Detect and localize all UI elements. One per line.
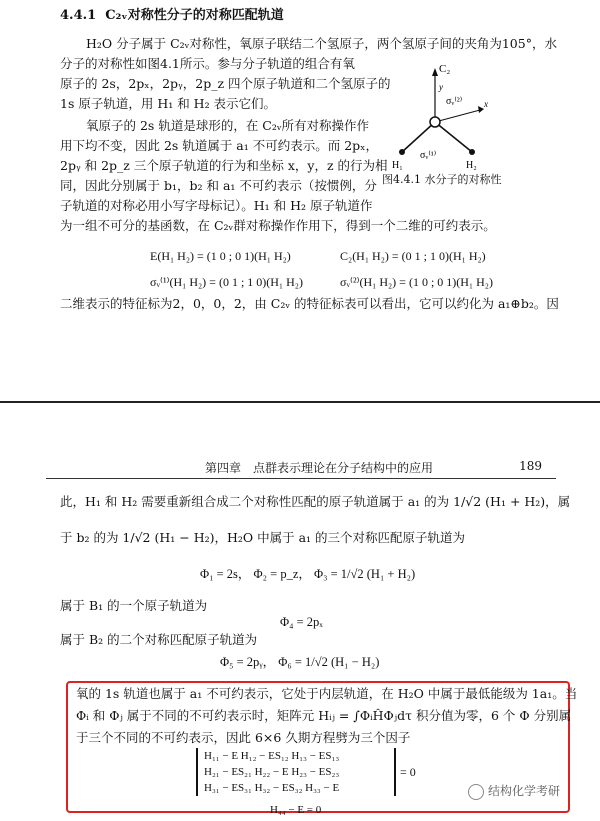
bottom-line2: 于 b₂ 的为 1/√2 (H₁ − H₂)，H₂O 中属于 a₁ 的三个对称匹配原子轨道为 <box>60 530 466 545</box>
det-equals-zero: = 0 <box>400 765 416 779</box>
h2-label: H₂ <box>466 160 477 171</box>
section-number: 4.4.1 <box>60 8 97 23</box>
eq-sigma1: σᵥ⁽¹⁾(H₁ H₂) = (0 1 ; 1 0)(H₁ H₂) <box>150 275 303 289</box>
bond-h1 <box>402 122 435 152</box>
water-symmetry-figure <box>380 52 530 192</box>
bottom-line6: Φᵢ 和 Φⱼ 属于不同的不可约表示时，矩阵元 Hᵢⱼ = ∫ΦᵢĤΦⱼdτ 积分值为零，6 个 Φ 分别属 <box>76 708 572 723</box>
header-rule <box>46 478 556 479</box>
para1-line1: H₂O 分子属于 C₂ᵥ对称性，氧原子联结二个氢原子，两个氢原子间的夹角为105°，水 <box>86 36 557 51</box>
para2-line3: 2pᵧ 和 2p_z 三个原子轨道的行为和坐标 x，y，z 的行为相 <box>60 158 388 173</box>
bottom-line4: 属于 B₂ 的二个对称匹配原子轨道为 <box>60 632 258 647</box>
eq-phi56: Φ₅ = 2pᵧ， Φ₆ = 1/√2 (H₁ − H₂) <box>220 655 380 669</box>
det-row2: H₂₁ − ES₂₁ H₂₂ − E H₂₃ − ES₂₃ <box>204 766 340 778</box>
det-row1: H₁₁ − E H₁₂ − ES₁₂ H₁₃ − ES₁₃ <box>204 750 340 762</box>
eq-sigma2: σᵥ⁽²⁾(H₁ H₂) = (1 0 ; 0 1)(H₁ H₂) <box>340 275 493 289</box>
h2-atom <box>469 149 475 155</box>
y-label: y <box>439 82 443 92</box>
page-number: 189 <box>519 459 542 473</box>
para1-line3: 原子的 2s，2pₓ，2pᵧ，2p_z 四个原子轨道和二个氢原子的 <box>60 76 391 91</box>
eq-phi4: Φ₄ = 2pₓ <box>280 615 323 629</box>
section-title: C₂ᵥ对称性分子的对称匹配轨道 <box>105 8 284 23</box>
bottom-line1: 此，H₁ 和 H₂ 需要重新组合成二个对称性匹配的原子轨道属于 a₁ 的为 1/√2 (H₁ + H₂)，属 <box>60 494 571 509</box>
eq-identity: E(H₁ H₂) = (1 0 ; 0 1)(H₁ H₂) <box>150 249 291 263</box>
para3: 二维表示的特征标为2，0，0，2，由 C₂ᵥ 的特征标表可以看出，它可以约化为 a₁⊕b₂。因 <box>60 296 559 311</box>
oxygen-atom <box>430 117 440 127</box>
bottom-line5: 氧的 1s 轨道也属于 a₁ 不可约表示，它处于内层轨道，在 H₂O 中属于最低能级为 1a₁。当 <box>76 686 578 701</box>
h1-label: H₁ <box>392 160 403 171</box>
watermark-text: 结构化学考研 <box>488 784 561 798</box>
wechat-logo-icon <box>468 784 484 800</box>
chapter-header: 第四章 点群表示理论在分子结构中的应用 <box>205 461 434 475</box>
h1-atom <box>399 149 405 155</box>
det-bar-right <box>394 748 396 796</box>
eq-c2: C₂(H₁ H₂) = (0 1 ; 1 0)(H₁ H₂) <box>340 249 486 263</box>
para2-line2: 用下均不变，因此 2s 轨道属于 a₁ 不可约表示。而 2pₓ， <box>60 138 378 153</box>
para2-line5: 子轨道的对称必用小写字母标记）。H₁ 和 H₂ 原子轨道作 <box>60 198 373 213</box>
bond-h2 <box>435 122 472 152</box>
para2-line1: 氧原子的 2s 轨道是球形的，在 C₂ᵥ所有对称操作作 <box>86 118 370 133</box>
page-divider <box>0 401 600 403</box>
sigma1-label: σᵥ⁽¹⁾ <box>420 150 437 161</box>
x-label: x <box>484 99 488 109</box>
eq-phi123: Φ₁ = 2s， Φ₂ = p_z， Φ₃ = 1/√2 (H₁ + H₂) <box>200 567 416 581</box>
bottom-line3: 属于 B₁ 的一个原子轨道为 <box>60 598 208 613</box>
watermark <box>468 782 560 800</box>
c2-arrowhead <box>432 68 438 76</box>
figure-caption: 图4.4.1 水分子的对称性 <box>382 173 502 186</box>
x-axis-line <box>435 110 480 122</box>
sigma2-label: σᵥ⁽²⁾ <box>446 96 463 107</box>
para2-line4: 同，因此分别属于 b₁，b₂ 和 a₁ 不可约表示（按惯例，分 <box>60 178 377 193</box>
para1-line4: 1s 原子轨道，用 H₁ 和 H₂ 表示它们。 <box>60 96 277 111</box>
c2-label: C₂ <box>439 63 451 75</box>
last-equation: H₄₄ − E = 0 <box>270 804 322 816</box>
det-bar-left <box>196 748 198 796</box>
det-row3: H₃₁ − ES₃₁ H₃₂ − ES₃₂ H₃₃ − E <box>204 782 340 794</box>
bottom-line7: 于三个不同的不可约表示，因此 6×6 久期方程劈为三个因子 <box>76 730 411 745</box>
section-heading <box>60 8 284 24</box>
para1-line2: 分子的对称性如图4.1所示。参与分子轨道的组合有氧 <box>60 56 355 71</box>
para2-line6: 为一组不可分的基函数，在 C₂ᵥ群对称操作作用下，得到一个二维的可约表示。 <box>60 218 496 233</box>
